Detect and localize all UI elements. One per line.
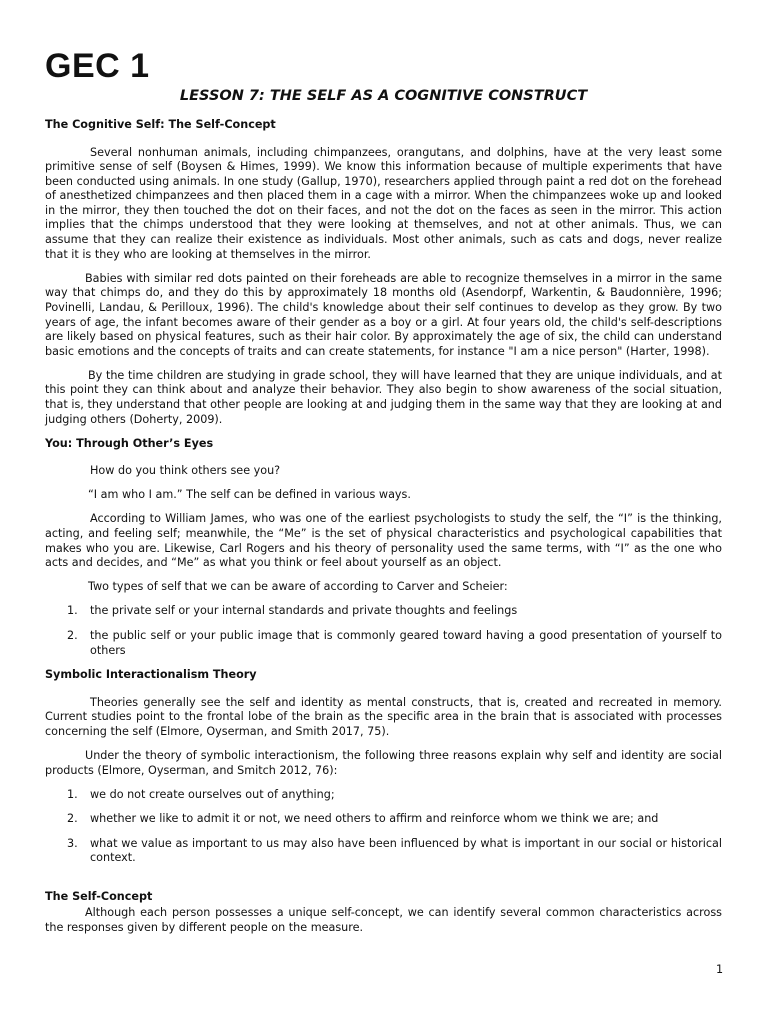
paragraph: According to William James, who was one of the earliest psychologists to study the self, the “I” is the thinking, acting, and feeling self; meanwhile, the “Me” is the set of physical characteristics and psychological capabilities that makes who you are. Likewise, Carl Rogers and his theory of personality used the same terms, with “I” as the one who acts and decides, and “Me” as what you think or feel about yourself as an object. [45,512,722,570]
document-page [45,46,722,945]
list-item-number: 1. [67,787,78,801]
paragraph: By the time children are studying in grade school, they will have learned that they are unique individuals, and at this point they can think about and analyze their behavior. They also begin to show awareness of the social situation, that is, they understand that other people are looking at and judging them in the same way that they are looking at and judging others (Doherty, 2009). [45,368,722,426]
section-heading-self-concept: The Self-Concept [45,889,153,903]
paragraph: “I am who I am.” The self can be defined in various ways. [88,488,411,502]
list-item-text: what we value as important to us may also have been influenced by what is important in our social or historical context. [90,836,722,865]
list-item [45,629,722,658]
page-number: 1 [716,963,724,976]
section-heading-others-eyes: You: Through Other’s Eyes [45,436,214,450]
paragraph: Babies with similar red dots painted on their foreheads are able to recognize themselves in a mirror in the same way that chimps do, and they do this by approximately 18 months old (Asendorpf, Warkentin, & Baudonnière, 1996; Povinelli, Landau, & Perilloux, 1996). The child's knowledge about their self continues to develop as they grow. By two years of age, the infant becomes aware of their gender as a boy or a girl. At four years old, the child's self-descriptions are likely based on physical features, such as their hair color. By approximately the age of six, the child can understand basic emotions and the concepts of traits and can create statements, for instance "I am a nice person" (Harter, 1998). [45,271,722,358]
paragraph: Two types of self that we can be aware of according to Carver and Scheier: [88,580,508,594]
spacer [45,876,722,890]
list-item [45,837,722,866]
list-item-text: the private self or your internal standards and private thoughts and feelings [90,604,518,618]
list-item-text: we do not create ourselves out of anything; [90,787,335,801]
list-item [45,788,722,803]
reasons-list [45,788,722,866]
list-item-number: 2. [67,628,78,642]
list-item-number: 2. [67,812,78,826]
section-heading-cognitive-self: The Cognitive Self: The Self-Concept [45,118,276,131]
list-item-text: whether we like to admit it or not, we need others to affirm and reinforce whom we think we are; and [90,812,659,826]
paragraph: How do you think others see you? [90,464,281,478]
lesson-title: LESSON 7: THE SELF AS A COGNITIVE CONSTRUCT [179,88,588,104]
paragraph: Theories generally see the self and identity as mental constructs, that is, created and recreated in memory. Current studies point to the frontal lobe of the brain as the specific area in the brain that is associated with processes concerning the self (Elmore, Oyserman, and Smith 2017, 75). [45,695,722,738]
list-item-number: 1. [67,604,78,618]
list-item [45,604,722,619]
self-types-list [45,604,722,658]
section-heading-symbolic: Symbolic Interactionalism Theory [45,668,257,682]
paragraph: Although each person possesses a unique self-concept, we can identify several common characteristics across the responses given by different people on the measure. [45,906,722,935]
paragraph: Under the theory of symbolic interactionism, the following three reasons explain why self and identity are social products (Elmore, Oyserman, and Smitch 2012, 76): [45,748,722,777]
course-code: GEC 1 [45,47,150,85]
paragraph: Several nonhuman animals, including chimpanzees, orangutans, and dolphins, have at the very least some primitive sense of self (Boysen & Himes, 1999). We know this information because of multiple experiments that have been conducted using animals. In one study (Gallup, 1970), researchers applied through paint a red dot on the forehead of anesthetized chimpanzees and then placed them in a cage with a mirror. When the chimpanzees woke up and looked in the mirror, they then touched the dot on their faces, and not the dot on the faces as seen in the mirror. This action implies that the chimps understood that they were looking at themselves, and not at other animals. Thus, we can assume that they can realize their existence as individuals. Most other animals, such as cats and dogs, never realize that it is they who are looking at themselves in the mirror. [45,145,722,261]
list-item [45,812,722,827]
list-item-number: 3. [67,836,78,850]
list-item-text: the public self or your public image that is commonly geared toward having a good presentation of yourself to others [90,628,722,657]
